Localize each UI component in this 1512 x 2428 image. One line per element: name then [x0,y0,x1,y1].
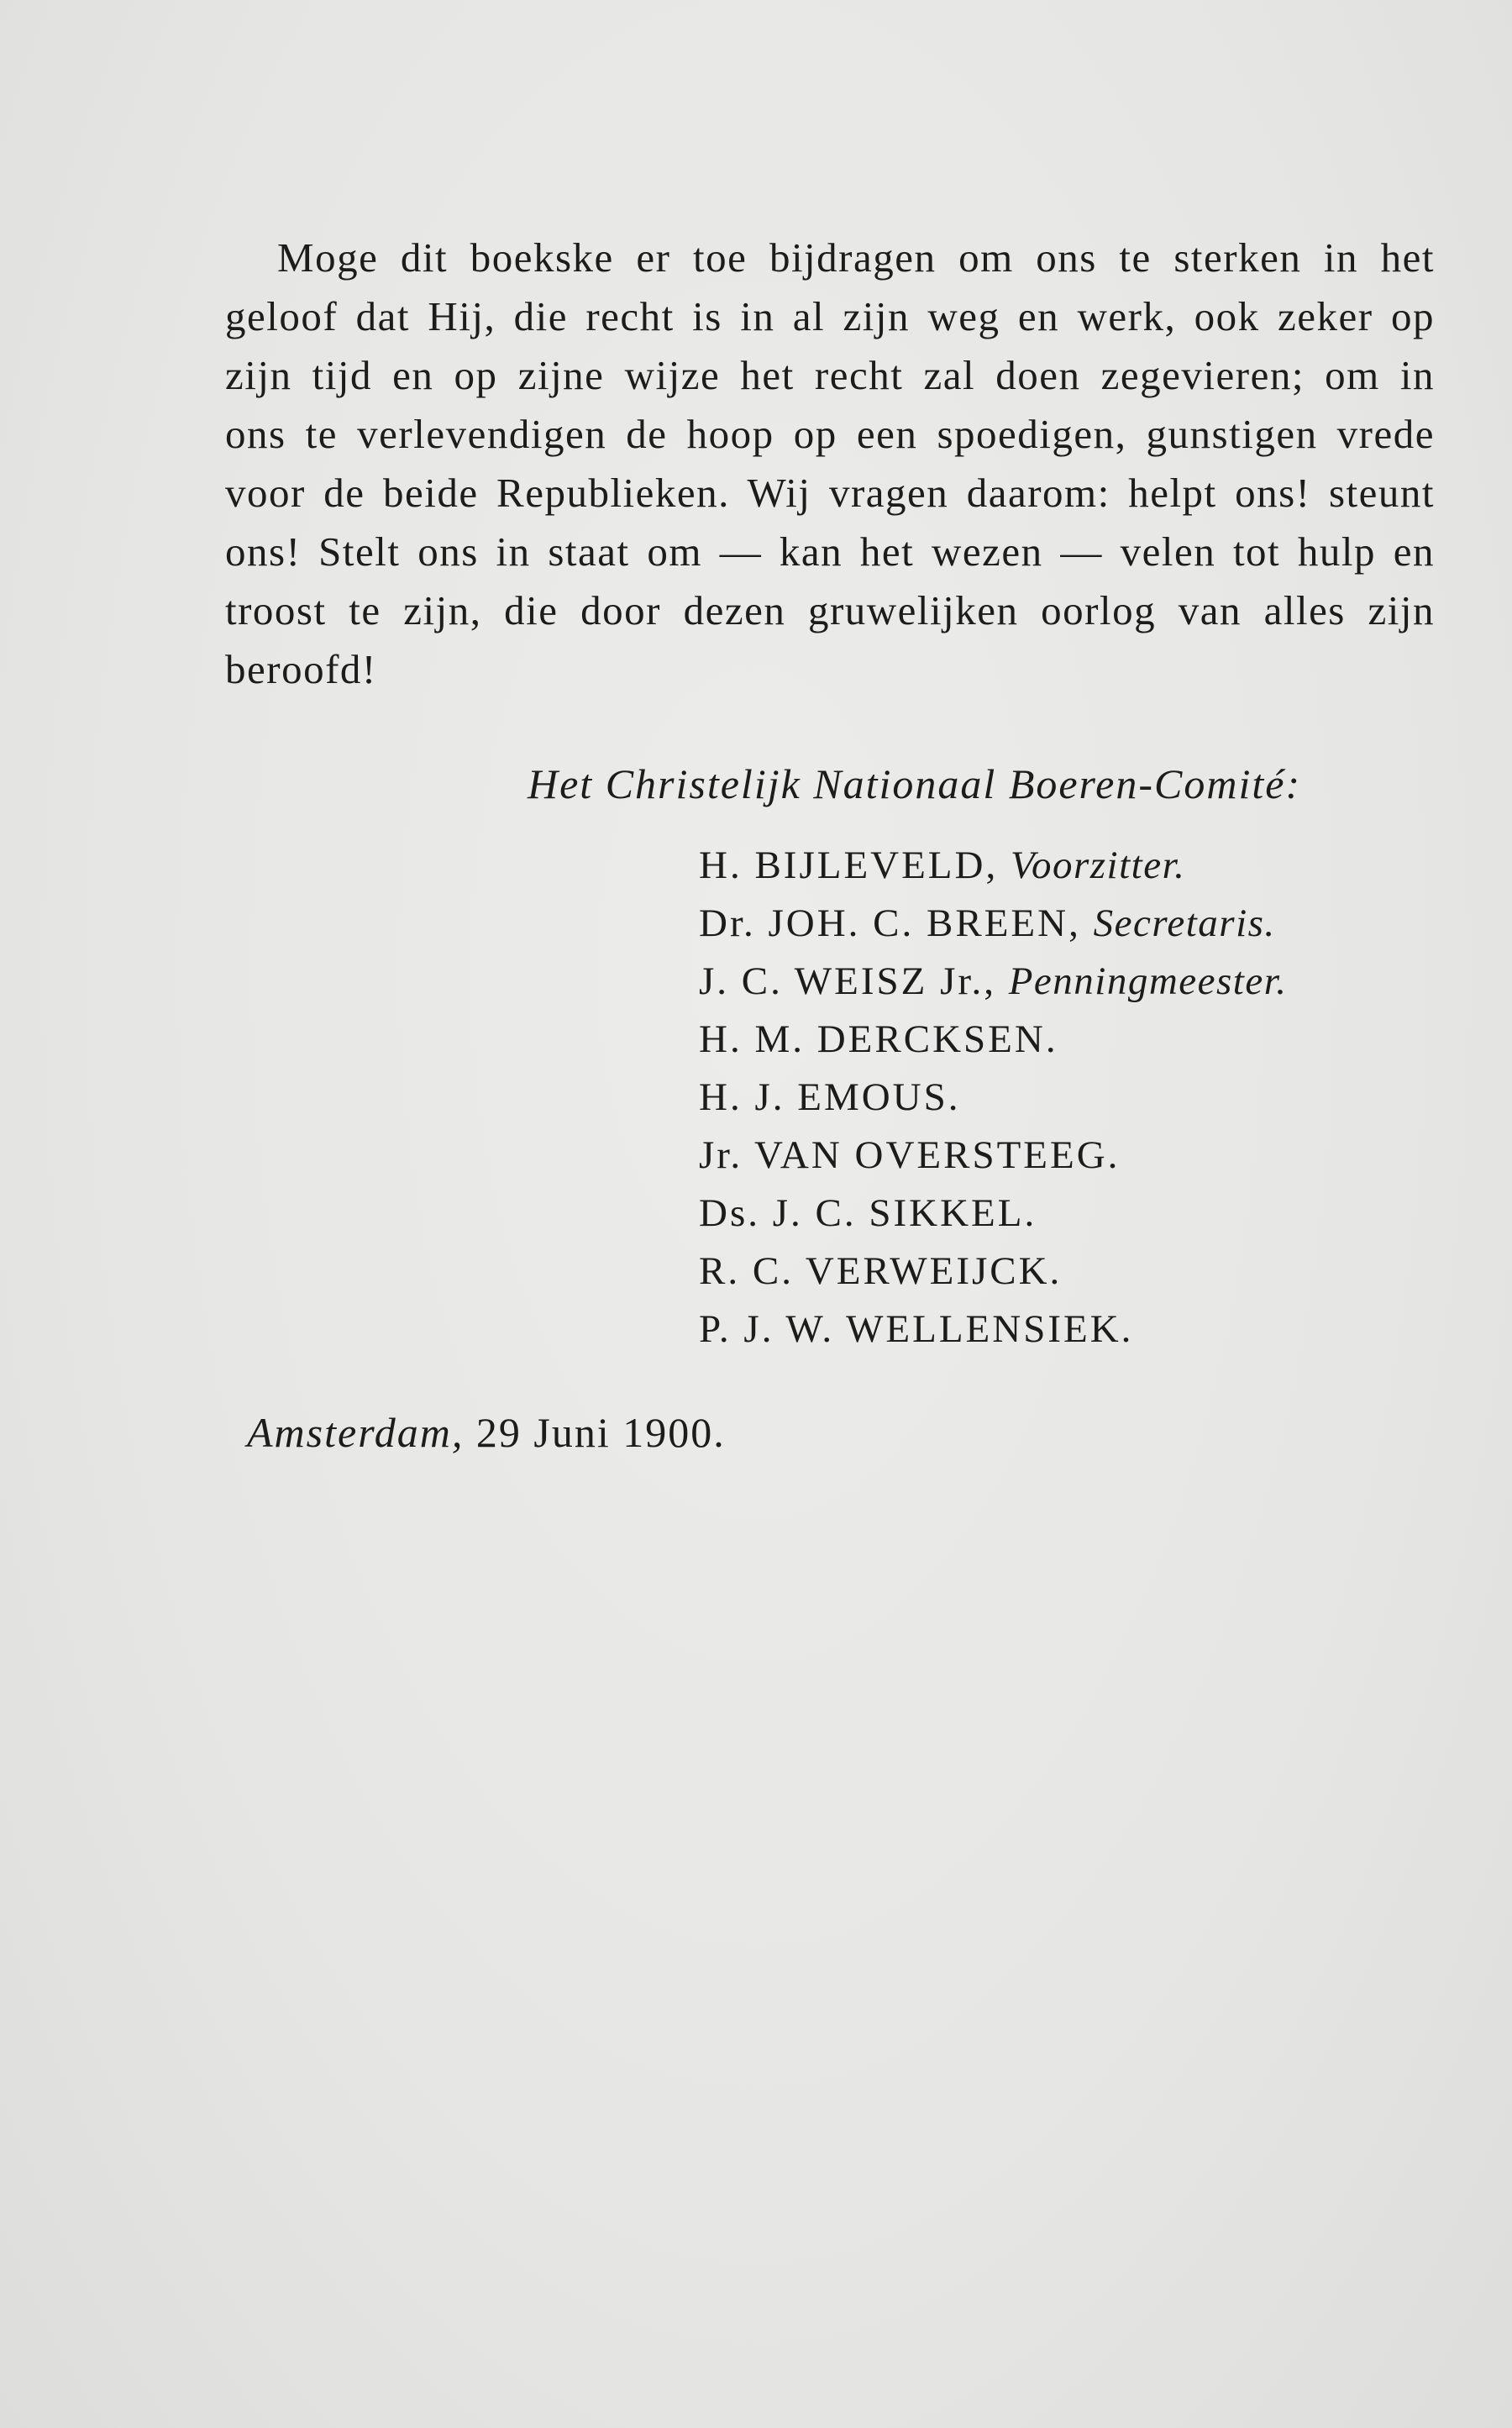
signatory-secretary [699,895,1288,953]
signatory-role: Secretaris. [1093,901,1276,945]
signatory-name: P. J. W. WELLENSIEK. [699,1307,1134,1351]
signatory-role: Voorzitter. [1010,843,1186,887]
letter-body [225,229,1435,699]
signatory-name: H. BIJLEVELD, [699,843,999,887]
signatory-role: Penningmeester. [1008,959,1288,1003]
signatory-name: J. C. WEISZ Jr., [699,959,996,1003]
date: 29 Juni 1900. [475,1409,726,1456]
signatory-list [699,837,1288,1359]
signatory-name: Ds. J. C. SIKKEL. [699,1191,1037,1235]
place-and-date [247,1408,726,1457]
signatory-member [699,1011,1288,1069]
signatory-member [699,1185,1288,1243]
signatory-chairman [699,837,1288,895]
signatory-member [699,1069,1288,1127]
signatory-name: Dr. JOH. C. BREEN, [699,901,1081,945]
signatory-name: R. C. VERWEIJCK. [699,1249,1063,1293]
signatory-name: Jr. VAN OVERSTEEG. [699,1133,1121,1177]
signatory-name: H. M. DERCKSEN. [699,1017,1058,1061]
place: Amsterdam, [247,1409,465,1456]
appeal-paragraph: Moge dit boekske er toe bijdragen om ons te sterken in het geloof dat Hij, die recht is in al zijn weg en werk, ook zeker op zijn tijd en op zijne wijze het recht zal doen zegevieren; om in ons te verlevendigen de hoop op een spoedigen, gunstigen vrede voor de beide Republieken. Wij vragen daarom: helpt ons! steunt ons! Stelt ons in staat om — kan het wezen — velen tot hulp en troost te zijn, die door dezen gruwelijken oorlog van alles zijn beroofd! [225,234,1435,692]
signatory-member [699,1243,1288,1301]
signatory-member [699,1127,1288,1185]
signatory-name: H. J. EMOUS. [699,1075,961,1119]
committee-heading: Het Christelijk Nationaal Boeren-Comité: [528,760,1302,807]
signatory-treasurer [699,953,1288,1011]
signatory-member [699,1301,1288,1359]
